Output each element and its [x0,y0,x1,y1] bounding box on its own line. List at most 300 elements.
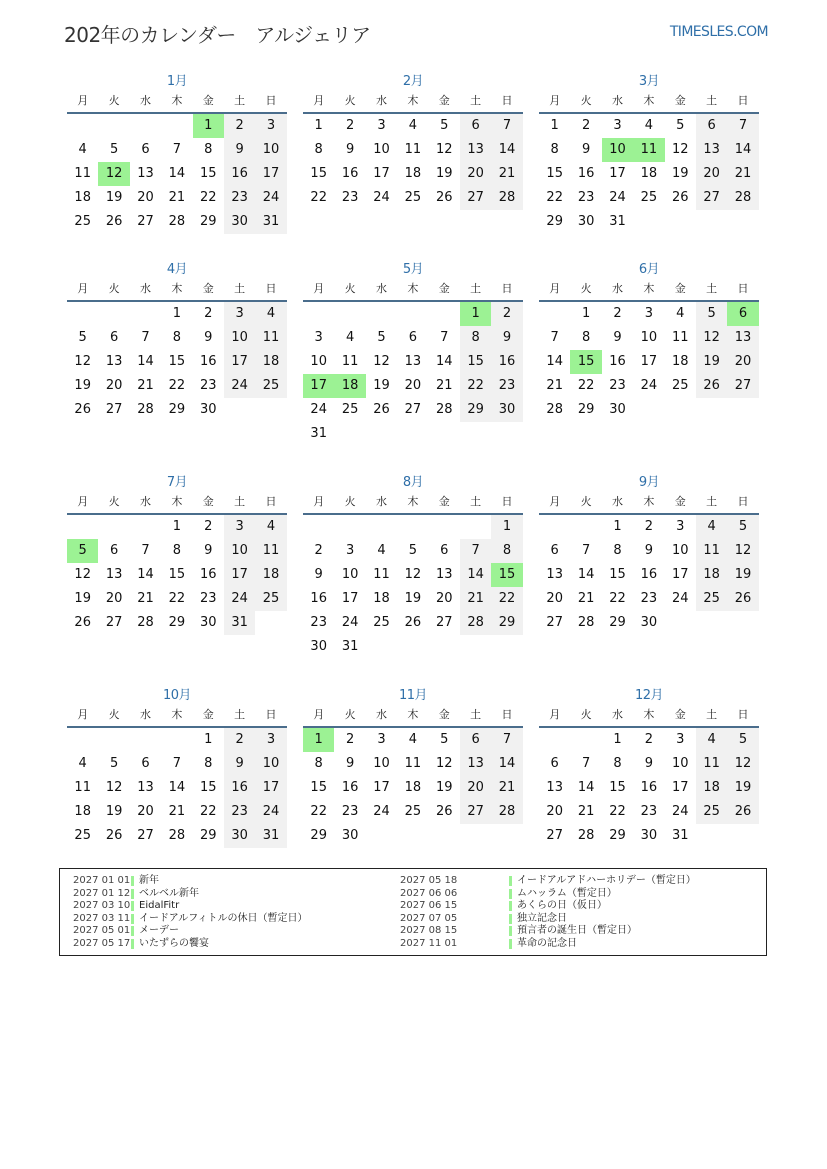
day-cell: 4 [345,330,355,345]
day-cell: 30 [224,210,255,234]
day-cell: 15 [310,166,327,181]
day-cell: 8 [204,142,213,157]
day-cell: 25 [74,828,91,843]
weekday-label: 月 [77,495,89,508]
month-4 [67,260,287,422]
days-grid [67,114,287,234]
day-cell: 2 [613,306,622,321]
day-cell: 16 [341,780,359,795]
empty-cell [98,114,129,138]
day-cell: 8 [172,330,181,345]
day-cell: 21 [137,378,154,393]
day-cell: 19 [435,780,453,795]
weekday-label: 月 [313,708,325,721]
day-cell: 14 [137,354,154,369]
day-cell: 21 [577,804,595,819]
day-cell: 29 [609,615,626,630]
day-cell: 6 [141,756,150,771]
day-cell: 10 [310,354,327,369]
holiday-name: 独立記念日 [517,912,567,924]
day-cell: 7 [141,330,150,345]
day-cell: 23 [341,804,359,819]
day-cell: 11 [696,752,727,776]
day-cell: 26 [435,804,453,819]
day-cell: 25 [341,402,359,417]
day-cell: 3 [224,302,255,326]
day-cell: 10 [373,756,390,771]
day-cell: 3 [676,732,685,747]
day-cell: 2 [345,118,355,133]
month-3 [539,72,759,234]
weekday-header [67,493,287,515]
day-cell: 24 [640,378,658,393]
day-cell: 3 [255,114,286,138]
day-cell: 15 [609,780,626,795]
weekday-label: 水 [611,282,623,295]
weekday-label: 木 [171,282,183,295]
holiday-name: メーデー [139,925,179,936]
day-cell: 29 [199,828,217,843]
day-cell: 3 [314,330,323,345]
day-cell: 12 [74,354,91,369]
weekday-label: 土 [470,282,482,295]
day-cell: 25 [373,615,390,630]
holiday-date: 2027 08 15 [400,925,458,936]
day-cell: 21 [577,591,595,606]
day-cell: 23 [224,186,255,210]
weekday-label: 金 [202,94,214,107]
days-grid [67,515,287,635]
day-cell: 13 [727,326,758,350]
day-cell: 23 [341,190,359,205]
weekday-label: 火 [344,708,356,721]
day-cell: 27 [105,402,123,417]
day-cell: 7 [172,142,181,157]
day-cell: 8 [204,756,213,771]
day-cell: 12 [671,142,689,157]
day-cell: 9 [491,326,522,350]
day-cell: 28 [168,214,186,229]
day-cell: 25 [671,378,689,393]
day-cell: 14 [577,567,595,582]
day-cell: 15 [168,354,186,369]
day-cell: 24 [255,800,286,824]
day-cell: 14 [727,138,758,162]
day-cell: 11 [74,780,91,795]
weekday-label: 日 [501,495,513,508]
day-cell: 4 [644,118,653,133]
day-cell: 19 [74,591,91,606]
day-cell: 16 [341,166,359,181]
day-cell: 25 [404,190,422,205]
day-cell: 21 [168,190,186,205]
holiday-date: 2027 01 12 [73,887,131,899]
day-cell: 26 [727,800,758,824]
weekday-label: 日 [265,282,277,295]
day-cell: 4 [255,515,286,539]
weekday-label: 月 [549,282,561,295]
weekday-label: 火 [344,94,356,107]
weekday-header [303,92,523,114]
day-cell: 3 [613,118,622,133]
day-cell: 4 [696,515,727,539]
holiday-name: EidalFitr [139,900,180,911]
day-cell: 1 [460,302,491,326]
day-cell: 26 [727,587,758,611]
day-cell: 11 [373,567,390,582]
day-cell: 24 [310,402,327,417]
weekday-label: 火 [580,94,592,107]
day-cell: 7 [141,543,150,558]
day-cell: 11 [255,539,286,563]
weekday-label: 金 [674,94,686,107]
day-cell: 10 [373,142,390,157]
day-cell: 15 [199,166,217,181]
weekday-label: 木 [643,282,655,295]
empty-cell [429,515,460,539]
day-cell: 29 [310,828,327,843]
day-cell: 21 [546,378,563,393]
day-cell: 30 [640,615,658,630]
day-cell: 6 [408,330,417,345]
day-cell: 19 [74,378,91,393]
day-cell: 26 [373,402,390,417]
day-cell: 25 [696,587,727,611]
day-cell: 24 [373,804,390,819]
day-cell: 13 [137,780,154,795]
day-cell: 31 [609,214,626,229]
day-cell: 25 [696,800,727,824]
day-cell: 17 [255,776,286,800]
month-12 [539,686,759,848]
day-cell: 12 [696,326,727,350]
holiday-marker [131,939,134,949]
holiday-name: 革命の記念日 [517,937,577,949]
weekday-label: 日 [737,495,749,508]
day-cell: 21 [727,162,758,186]
month-name: 10月 [162,688,192,703]
holiday-date: 2027 05 01 [73,925,131,936]
day-cell: 11 [341,354,359,369]
weekday-label: 日 [501,708,513,721]
weekday-label: 土 [706,94,718,107]
day-cell: 20 [105,591,123,606]
day-cell: 5 [408,543,417,558]
weekday-label: 木 [643,94,655,107]
empty-cell [429,302,460,326]
weekday-label: 木 [171,495,183,508]
day-cell: 26 [435,190,453,205]
weekday-label: 金 [674,282,686,295]
days-grid [303,114,523,210]
weekday-label: 火 [344,282,356,295]
day-cell: 1 [204,732,213,747]
day-cell: 2 [345,732,355,747]
weekday-label: 土 [470,708,482,721]
day-cell: 12 [373,354,390,369]
day-cell: 15 [546,166,563,181]
day-cell: 28 [137,615,154,630]
weekday-label: 木 [643,495,655,508]
day-cell: 23 [199,591,217,606]
day-cell: 9 [613,330,622,345]
day-cell: 10 [224,539,255,563]
day-cell: 10 [640,330,658,345]
day-cell: 16 [640,780,658,795]
empty-cell [539,515,570,539]
day-cell: 31 [255,210,286,234]
day-cell: 8 [550,142,559,157]
empty-cell [397,515,428,539]
month-10 [67,686,287,848]
weekday-label: 月 [77,94,89,107]
day-cell: 20 [137,190,154,205]
day-cell: 8 [460,326,491,350]
day-cell: 12 [435,756,453,771]
day-cell: 25 [255,587,286,611]
day-cell: 3 [377,118,386,133]
day-cell: 22 [310,190,327,205]
day-cell: 7 [440,330,449,345]
holiday-date: 2027 05 18 [400,875,458,886]
day-cell: 9 [345,142,355,157]
day-cell: 11 [255,326,286,350]
weekday-label: 月 [313,282,325,295]
day-cell: 4 [78,142,87,157]
day-cell: 30 [577,214,595,229]
day-cell: 22 [199,190,217,205]
weekday-header [539,493,759,515]
day-cell: 15 [460,350,491,374]
weekday-label: 火 [108,495,120,508]
month-7 [67,473,287,635]
empty-cell [130,114,161,138]
empty-cell [570,515,601,539]
weekday-label: 木 [171,708,183,721]
holiday-date: 2027 06 15 [400,900,458,911]
day-cell: 23 [491,374,522,398]
day-cell: 24 [671,591,689,606]
day-cell: 18 [334,374,365,398]
weekday-label: 日 [737,282,749,295]
day-cell: 9 [204,330,213,345]
day-cell: 16 [640,567,658,582]
empty-cell [130,515,161,539]
day-cell: 30 [491,398,522,422]
day-cell: 14 [435,354,453,369]
day-cell: 5 [67,539,98,563]
day-cell: 25 [404,804,422,819]
weekday-label: 金 [674,495,686,508]
day-cell: 13 [460,138,491,162]
holiday-date: 2027 07 05 [400,912,458,924]
day-cell: 28 [546,402,563,417]
day-cell: 11 [671,330,689,345]
day-cell: 22 [168,591,186,606]
day-cell: 16 [224,162,255,186]
day-cell: 19 [727,776,758,800]
weekday-label: 水 [139,495,151,508]
day-cell: 6 [460,728,491,752]
weekday-label: 金 [674,708,686,721]
weekday-label: 日 [737,94,749,107]
empty-cell [460,515,491,539]
day-cell: 1 [550,118,559,133]
month-name: 4月 [166,262,188,277]
day-cell: 3 [255,728,286,752]
day-cell: 13 [696,138,727,162]
month-2 [303,72,523,210]
site-name[interactable]: TIMESLES.COM [669,24,768,40]
day-cell: 9 [644,543,653,558]
day-cell: 29 [460,398,491,422]
day-cell: 14 [491,752,522,776]
days-grid [539,114,759,234]
day-cell: 21 [435,378,453,393]
weekday-label: 土 [234,282,246,295]
holiday-date: 2027 11 01 [400,937,458,949]
day-cell: 4 [408,118,417,133]
day-cell: 22 [609,804,626,819]
day-cell: 28 [168,828,186,843]
holiday-name: ベルベル新年 [139,887,199,899]
weekday-label: 月 [549,495,561,508]
day-cell: 7 [581,756,591,771]
weekday-label: 土 [470,94,482,107]
weekday-label: 日 [501,94,513,107]
empty-cell [67,114,98,138]
day-cell: 8 [314,142,323,157]
day-cell: 21 [460,587,491,611]
empty-cell [67,515,98,539]
weekday-header [303,706,523,728]
day-cell: 1 [613,519,622,534]
weekday-label: 火 [580,495,592,508]
day-cell: 1 [314,118,323,133]
day-cell: 10 [602,138,633,162]
day-cell: 5 [696,302,727,326]
day-cell: 19 [373,378,390,393]
day-cell: 3 [224,515,255,539]
holiday-date: 2027 03 10 [73,900,131,911]
weekday-label: 月 [549,708,561,721]
day-cell: 12 [727,752,758,776]
day-cell: 30 [310,639,327,654]
day-cell: 25 [255,374,286,398]
empty-cell [67,728,98,752]
day-cell: 22 [491,587,522,611]
weekday-label: 月 [77,708,89,721]
weekday-label: 木 [407,282,419,295]
month-11 [303,686,523,848]
day-cell: 12 [404,567,422,582]
day-cell: 18 [640,166,658,181]
day-cell: 17 [640,354,658,369]
weekday-label: 土 [706,495,718,508]
weekday-label: 木 [407,94,419,107]
day-cell: 20 [460,776,491,800]
empty-cell [130,728,161,752]
month-name: 6月 [638,262,660,277]
day-cell: 21 [168,804,186,819]
day-cell: 3 [345,543,355,558]
weekday-header [539,280,759,302]
day-cell: 22 [460,374,491,398]
month-name: 11月 [398,688,428,703]
day-cell: 2 [204,306,213,321]
day-cell: 18 [671,354,689,369]
day-cell: 24 [224,374,255,398]
day-cell: 11 [74,166,91,181]
day-cell: 29 [168,402,186,417]
holiday-name: あくらの日（仮日） [517,900,607,911]
day-cell: 19 [404,591,422,606]
day-cell: 13 [105,354,123,369]
day-cell: 14 [577,780,595,795]
day-cell: 31 [224,611,255,635]
empty-cell [303,515,334,539]
day-cell: 13 [546,780,563,795]
day-cell: 5 [727,515,758,539]
holiday-marker [131,926,134,936]
day-cell: 7 [491,728,522,752]
day-cell: 5 [440,732,449,747]
day-cell: 8 [491,539,522,563]
month-name: 7月 [166,475,188,490]
weekday-label: 火 [580,282,592,295]
holiday-name: いたずらの饗宴 [139,937,209,949]
day-cell: 29 [199,214,217,229]
day-cell: 2 [581,118,591,133]
day-cell: 13 [546,567,563,582]
day-cell: 4 [696,728,727,752]
holiday-marker [131,889,134,899]
day-cell: 23 [310,615,327,630]
day-cell: 9 [345,756,355,771]
day-cell: 9 [644,756,653,771]
weekday-label: 土 [234,495,246,508]
day-cell: 8 [314,756,323,771]
day-cell: 13 [404,354,422,369]
month-name: 5月 [402,262,424,277]
day-cell: 7 [550,330,559,345]
day-cell: 1 [303,728,334,752]
weekday-label: 木 [643,708,655,721]
day-cell: 29 [609,828,626,843]
weekday-label: 木 [407,495,419,508]
day-cell: 5 [109,756,119,771]
empty-cell [366,515,397,539]
holiday-marker [509,939,512,949]
weekday-label: 月 [77,282,89,295]
day-cell: 17 [255,162,286,186]
weekday-label: 月 [549,94,561,107]
month-6 [539,260,759,422]
day-cell: 9 [581,142,591,157]
day-cell: 29 [491,611,522,635]
day-cell: 20 [696,162,727,186]
day-cell: 27 [105,615,123,630]
weekday-label: 水 [611,495,623,508]
weekday-label: 水 [611,94,623,107]
weekday-label: 水 [375,495,387,508]
day-cell: 20 [546,804,563,819]
holiday-date: 2027 05 17 [73,937,131,949]
day-cell: 14 [460,563,491,587]
day-cell: 20 [105,378,123,393]
holiday-date: 2027 01 01 [73,875,131,886]
day-cell: 16 [577,166,595,181]
